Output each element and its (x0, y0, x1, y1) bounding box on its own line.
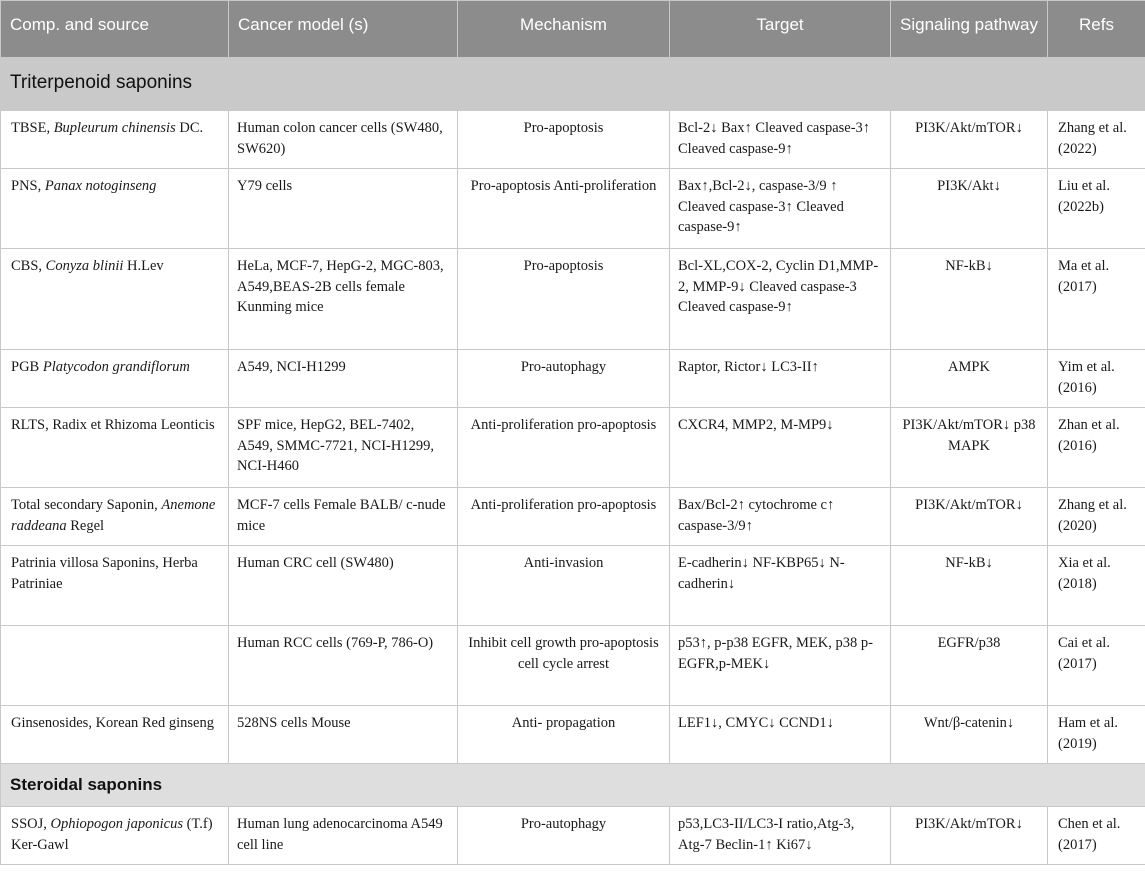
model-cell: Human CRC cell (SW480) (229, 546, 458, 626)
table-row (1, 807, 1145, 865)
header-target: Target (670, 1, 891, 58)
table-row (1, 408, 1145, 488)
target-cell: Bax/Bcl-2↑ cytochrome c↑ caspase-3/9↑ (670, 488, 891, 546)
pathway-cell: AMPK (891, 350, 1048, 408)
pathway-cell: PI3K/Akt/mTOR↓ (891, 111, 1048, 169)
comp-cell: TBSE, Bupleurum chinensis DC. (1, 111, 229, 169)
mechanism-cell: Anti-invasion (458, 546, 670, 626)
pathway-cell: PI3K/Akt/mTOR↓ (891, 488, 1048, 546)
pathway-cell: NF-kB↓ (891, 249, 1048, 350)
pathway-cell: NF-kB↓ (891, 546, 1048, 626)
target-cell: p53,LC3-II/LC3-I ratio,Atg-3, Atg-7 Beclin-1↑ Ki67↓ (670, 807, 891, 865)
mechanism-cell: Anti-proliferation pro-apoptosis (458, 408, 670, 488)
target-cell: Bcl-2↓ Bax↑ Cleaved caspase-3↑ Cleaved caspase-9↑ (670, 111, 891, 169)
pathway-cell: PI3K/Akt/mTOR↓ p38 MAPK (891, 408, 1048, 488)
mechanism-cell: Anti- propagation (458, 706, 670, 764)
target-cell: Bcl-XL,COX-2, Cyclin D1,MMP-2, MMP-9↓ Cleaved caspase-3 Cleaved caspase-9↑ (670, 249, 891, 350)
pathway-cell: Wnt/β-catenin↓ (891, 706, 1048, 764)
pathway-cell: EGFR/p38 (891, 626, 1048, 706)
target-cell: E-cadherin↓ NF-KBP65↓ N-cadherin↓ (670, 546, 891, 626)
comp-cell (1, 626, 229, 706)
header-comp: Comp. and source (1, 1, 229, 58)
section-title-steroidal: Steroidal saponins (1, 764, 1145, 807)
header-row (1, 1, 1145, 58)
model-cell: A549, NCI-H1299 (229, 350, 458, 408)
comp-cell: PNS, Panax notoginseng (1, 169, 229, 249)
mechanism-cell: Pro-autophagy (458, 350, 670, 408)
mechanism-cell: Pro-apoptosis (458, 249, 670, 350)
refs-cell: Zhan et al. (2016) (1048, 408, 1145, 488)
refs-cell: Yim et al. (2016) (1048, 350, 1145, 408)
table-row (1, 706, 1145, 764)
model-cell: Human lung adenocarcinoma A549 cell line (229, 807, 458, 865)
header-model: Cancer model (s) (229, 1, 458, 58)
table-row (1, 546, 1145, 626)
refs-cell: Ham et al. (2019) (1048, 706, 1145, 764)
refs-cell: Ma et al. (2017) (1048, 249, 1145, 350)
table-row (1, 626, 1145, 706)
mechanism-cell: Anti-proliferation pro-apoptosis (458, 488, 670, 546)
header-mechanism: Mechanism (458, 1, 670, 58)
comp-cell: PGB Platycodon grandiflorum (1, 350, 229, 408)
section-row (1, 764, 1145, 807)
mechanism-cell: Pro-autophagy (458, 807, 670, 865)
table-row (1, 350, 1145, 408)
comp-cell: CBS, Conyza blinii H.Lev (1, 249, 229, 350)
comp-cell: Patrinia villosa Saponins, Herba Patriniae (1, 546, 229, 626)
model-cell: Human RCC cells (769-P, 786-O) (229, 626, 458, 706)
comp-cell: SSOJ, Ophiopogon japonicus (T.f) Ker-Gawl (1, 807, 229, 865)
refs-cell: Zhang et al. (2020) (1048, 488, 1145, 546)
refs-cell: Cai et al. (2017) (1048, 626, 1145, 706)
refs-cell: Chen et al. (2017) (1048, 807, 1145, 865)
model-cell: HeLa, MCF-7, HepG-2, MGC-803, A549,BEAS-2B cells female Kunming mice (229, 249, 458, 350)
header-pathway: Signaling pathway (891, 1, 1048, 58)
target-cell: CXCR4, MMP2, M-MP9↓ (670, 408, 891, 488)
section-row (1, 58, 1145, 111)
model-cell: SPF mice, HepG2, BEL-7402, A549, SMMC-7721, NCI-H1299, NCI-H460 (229, 408, 458, 488)
target-cell: Bax↑,Bcl-2↓, caspase-3/9 ↑ Cleaved caspase-3↑ Cleaved caspase-9↑ (670, 169, 891, 249)
table-row (1, 111, 1145, 169)
target-cell: Raptor, Rictor↓ LC3-II↑ (670, 350, 891, 408)
mechanism-cell: Inhibit cell growth pro-apoptosis cell cycle arrest (458, 626, 670, 706)
target-cell: LEF1↓, CMYC↓ CCND1↓ (670, 706, 891, 764)
pathway-cell: PI3K/Akt↓ (891, 169, 1048, 249)
comp-cell: Ginsenosides, Korean Red ginseng (1, 706, 229, 764)
pathway-cell: PI3K/Akt/mTOR↓ (891, 807, 1048, 865)
refs-cell: Zhang et al. (2022) (1048, 111, 1145, 169)
model-cell: 528NS cells Mouse (229, 706, 458, 764)
model-cell: MCF-7 cells Female BALB/ c-nude mice (229, 488, 458, 546)
mechanism-cell: Pro-apoptosis Anti-proliferation (458, 169, 670, 249)
table-row (1, 249, 1145, 350)
header-refs: Refs (1048, 1, 1145, 58)
model-cell: Y79 cells (229, 169, 458, 249)
comp-cell: Total secondary Saponin, Anemone raddeana Regel (1, 488, 229, 546)
target-cell: p53↑, p-p38 EGFR, MEK, p38 p-EGFR,p-MEK↓ (670, 626, 891, 706)
section-title-triterpenoid: Triterpenoid saponins (1, 58, 1145, 111)
refs-cell: Liu et al. (2022b) (1048, 169, 1145, 249)
mechanism-cell: Pro-apoptosis (458, 111, 670, 169)
table-row (1, 169, 1145, 249)
refs-cell: Xia et al. (2018) (1048, 546, 1145, 626)
table-row (1, 488, 1145, 546)
comp-cell: RLTS, Radix et Rhizoma Leonticis (1, 408, 229, 488)
model-cell: Human colon cancer cells (SW480, SW620) (229, 111, 458, 169)
